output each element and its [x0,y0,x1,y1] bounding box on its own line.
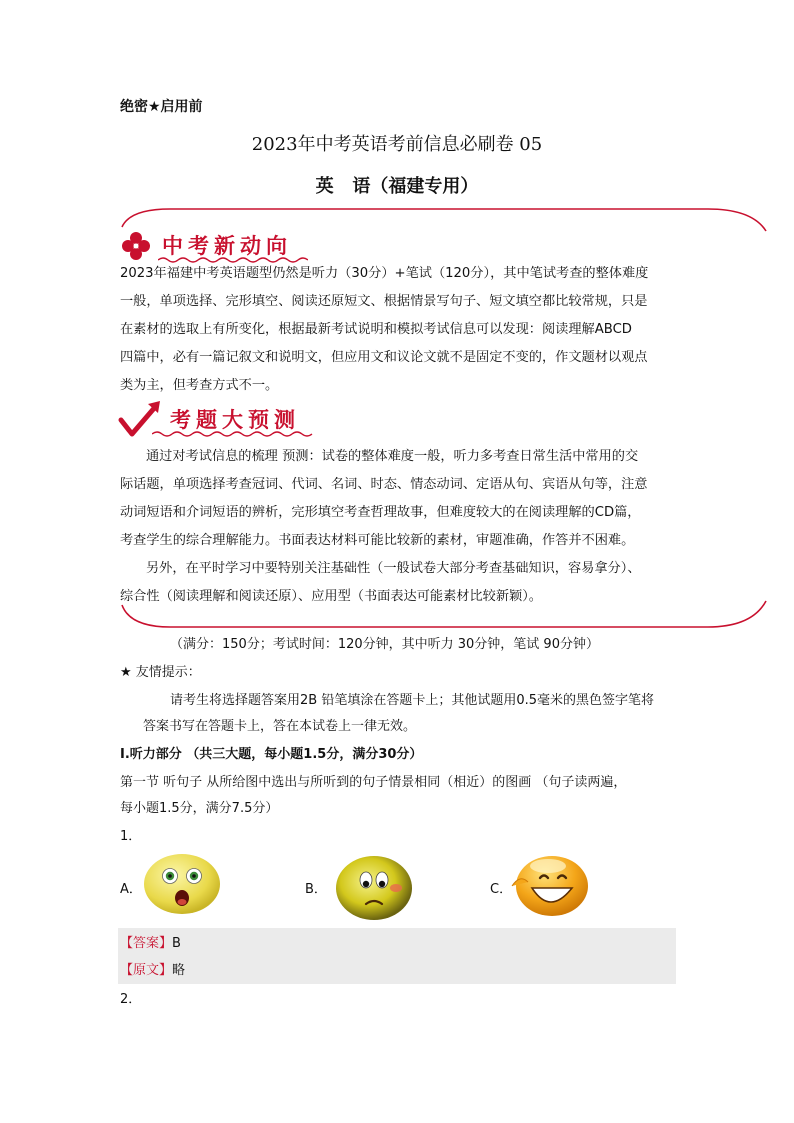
wavy-underline [152,430,318,438]
answer-box [118,928,676,984]
question-number: 1． [120,829,142,844]
text-line: 在素材的选取上有所变化，根据最新考试说明和模拟考试信息可以发现：阅读理解ABCD [120,322,632,337]
prediction-heading: 考题大预测 [170,408,300,432]
shocked-face-icon [142,850,222,916]
option-label: C． [490,882,513,897]
text-line: 2023年福建中考英语题型仍然是听力（30分）+笔试（120分），其中笔试考查的整体难度 [120,266,649,281]
section1-instruction: 每小题1.5分，满分7.5分） [120,801,279,816]
prediction-text [120,443,680,611]
exam-info: （满分：150分；考试时间：120分钟，其中听力 30分钟，笔试 90分钟） [170,637,599,652]
laughing-face-icon [510,852,590,918]
option-label: B． [305,882,327,897]
answer-value: B [172,936,181,951]
source-value: 略 [172,963,186,978]
text-line: 类为主，但考查方式不一。 [120,378,279,393]
question-number: 2． [120,992,142,1007]
answer-tag: 【答案】 [120,936,173,951]
text-line: 动词短语和介词短语的辨析，完形填空考查哲理故事，但难度较大的在阅读理解的CD篇， [120,505,641,520]
new-trends-text [120,260,680,400]
section1-instruction: 第一节 听句子 从所给图中选出与所听到的句子情景相同（相近）的图画 （句子读两遍， [120,775,627,790]
new-trends-heading-block [118,228,308,264]
answer-line [120,932,181,951]
text-line: 另外，在平时学习中要特别关注基础性（一般试卷大部分考查基础知识，容易拿分）、 [146,561,641,576]
confidential-label: 绝密★启用前 [120,99,203,115]
tips-line: 请考生将选择题答案用2B 铅笔填涂在答题卡上；其他试题用0.5毫米的黑色签字笔将 [170,693,654,708]
text-line: 四篇中，必有一篇记叙文和说明文，但应用文和议论文就不是固定不变的，作文题材以观点 [120,350,648,365]
text-line: 通过对考试信息的梳理 预测：试卷的整体难度一般，听力多考查日常生活中常用的交 [146,449,639,464]
clover-icon [120,230,152,262]
tips-line: 答案书写在答题卡上，答在本试卷上一律无效。 [143,719,417,734]
text-line: 考查学生的综合理解能力。书面表达材料可能比较新的素材，审题准确，作答并不困难。 [120,533,635,548]
new-trends-heading: 中考新动向 [162,234,292,258]
source-tag: 【原文】 [120,963,173,978]
page-subtitle: 英 语（福建专用） [315,176,479,197]
page-title: 2023年中考英语考前信息必刷卷 05 [251,134,543,155]
part1-heading: Ⅰ.听力部分 （共三大题，每小题1.5分，满分30分） [120,747,423,762]
option-label: A． [120,882,142,897]
sad-face-icon [334,852,414,922]
text-line: 际话题，单项选择考查冠词、代词、名词、时态、情态动词、定语从句、宾语从句等，注意 [120,477,648,492]
text-line: 一般，单项选择、完形填空、阅读还原短文、根据情景写句子、短文填空都比较常规，只是 [120,294,648,309]
tips-label: ★ 友情提示： [120,665,201,680]
text-line: 综合性（阅读理解和阅读还原）、应用型（书面表达可能素材比较新颖）。 [120,589,542,604]
source-line [120,959,185,978]
prediction-heading-block [118,398,318,440]
